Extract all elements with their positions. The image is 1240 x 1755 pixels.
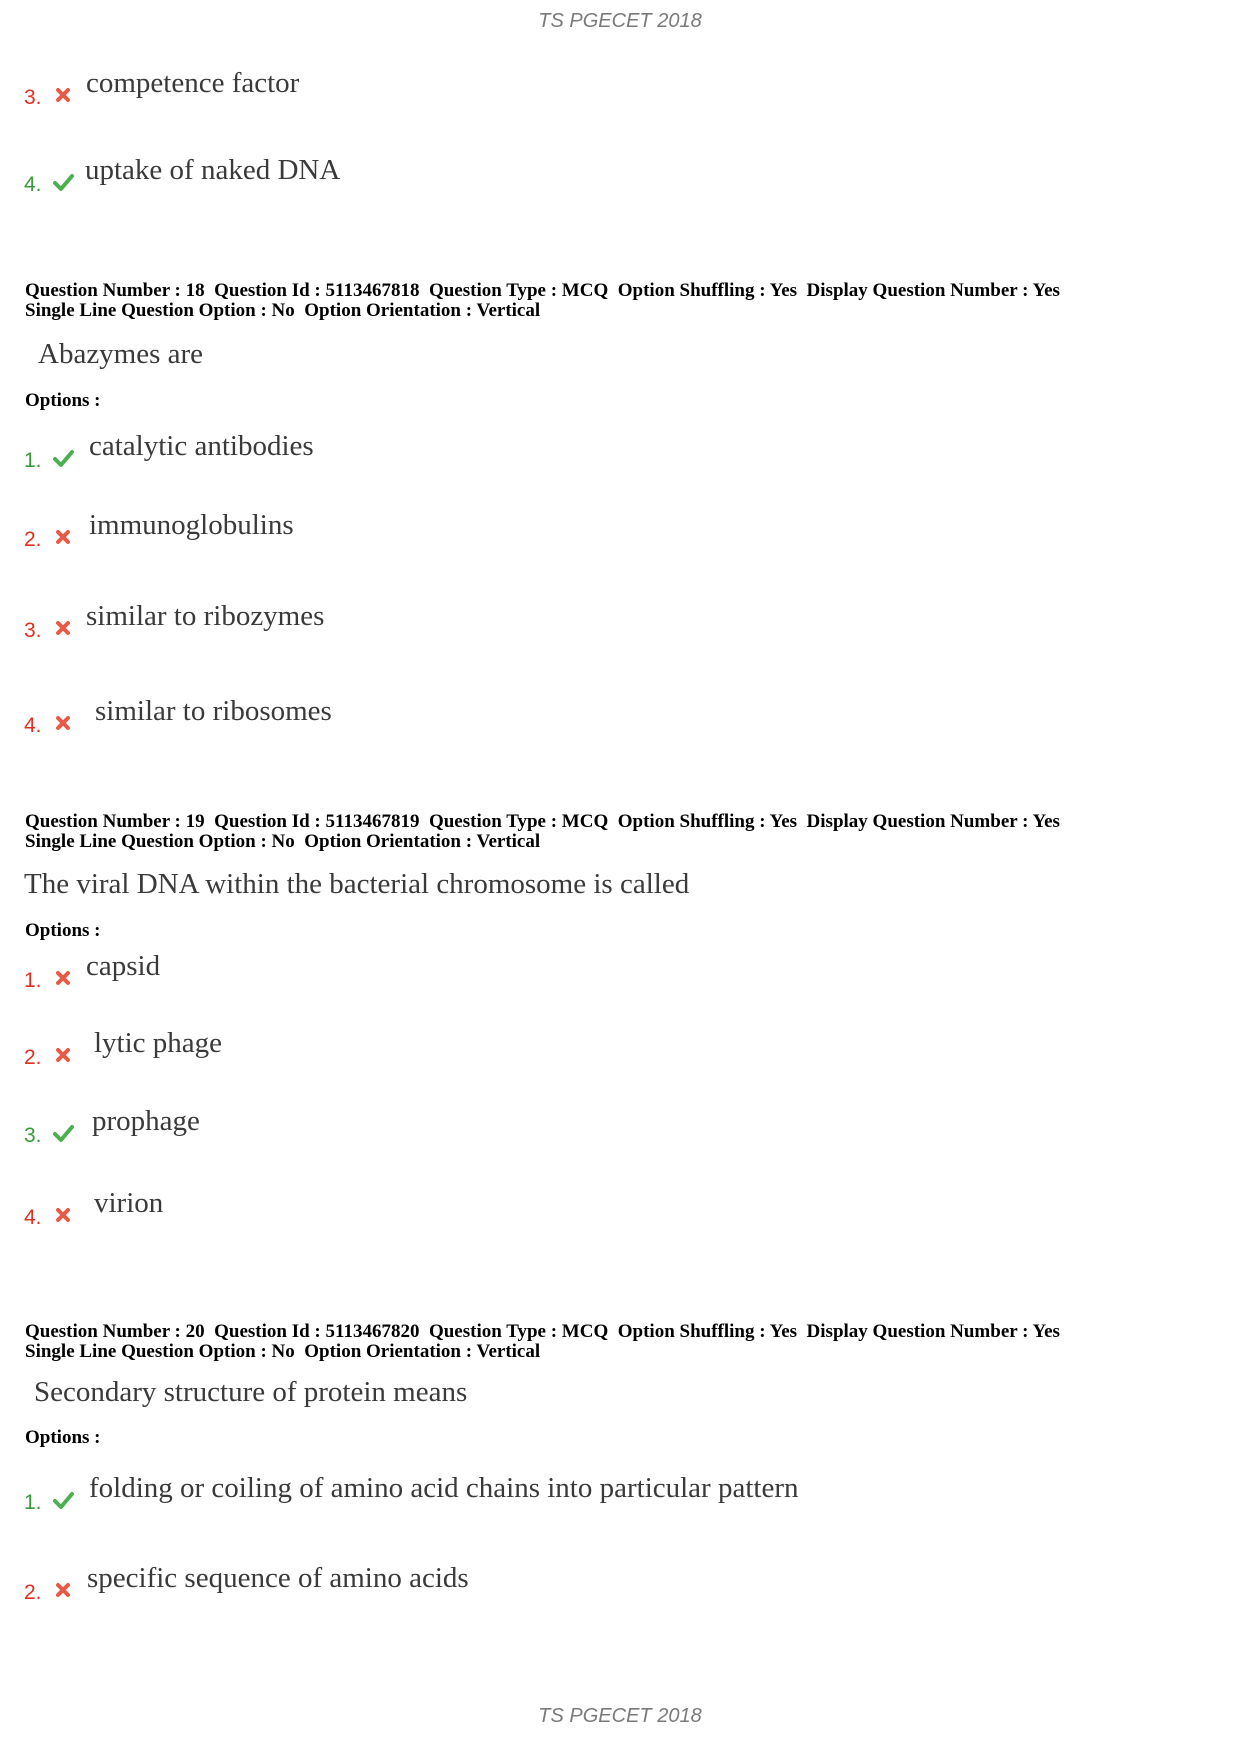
question-text-20: Secondary structure of protein means [34, 1376, 468, 1408]
question-meta-line1: Question Number : 18 Question Id : 5113467818 Question Type : MCQ Option Shuffling : Yes Display Question Number : Yes [25, 280, 1060, 301]
option-number: 4. [24, 714, 42, 737]
check-icon [52, 1122, 74, 1144]
cross-icon [52, 617, 74, 639]
question-meta-18 [25, 281, 1225, 321]
cross-icon [52, 967, 74, 989]
option-number: 2. [24, 1046, 42, 1069]
check-icon [52, 171, 74, 193]
option-text: folding or coiling of amino acid chains into particular pattern [89, 1472, 799, 1504]
option-text: competence factor [86, 67, 300, 99]
options-label: Options : [25, 920, 101, 941]
question-meta-19 [25, 812, 1225, 852]
cross-icon [52, 1579, 74, 1601]
check-icon [52, 1489, 74, 1511]
page-header: TS PGECET 2018 [538, 10, 702, 32]
question-meta-line2: Single Line Question Option : No Option Orientation : Vertical [25, 300, 541, 321]
question-meta-20 [25, 1322, 1225, 1362]
cross-icon [52, 84, 74, 106]
check-icon [52, 447, 74, 469]
option-text: similar to ribosomes [95, 695, 332, 727]
options-label: Options : [25, 1427, 101, 1448]
question-meta-line1: Question Number : 19 Question Id : 5113467819 Question Type : MCQ Option Shuffling : Yes Display Question Number : Yes [25, 811, 1060, 832]
cross-icon [52, 712, 74, 734]
option-number: 1. [24, 1491, 42, 1514]
option-number: 3. [24, 86, 42, 109]
question-text-19: The viral DNA within the bacterial chromosome is called [24, 868, 690, 900]
option-text: specific sequence of amino acids [87, 1562, 469, 1594]
option-number: 1. [24, 449, 42, 472]
option-text: uptake of naked DNA [85, 154, 341, 186]
option-text: prophage [92, 1105, 200, 1137]
cross-icon [52, 1044, 74, 1066]
cross-icon [52, 1204, 74, 1226]
question-meta-line1: Question Number : 20 Question Id : 5113467820 Question Type : MCQ Option Shuffling : Yes Display Question Number : Yes [25, 1321, 1060, 1342]
option-text: similar to ribozymes [86, 600, 325, 632]
question-text-18: Abazymes are [38, 338, 204, 370]
question-meta-line2: Single Line Question Option : No Option Orientation : Vertical [25, 1341, 541, 1362]
option-number: 1. [24, 969, 42, 992]
question-meta-line2: Single Line Question Option : No Option Orientation : Vertical [25, 831, 541, 852]
page-footer: TS PGECET 2018 [538, 1705, 702, 1727]
options-label: Options : [25, 390, 101, 411]
cross-icon [52, 526, 74, 548]
option-number: 3. [24, 1124, 42, 1147]
option-text: virion [94, 1187, 164, 1219]
option-text: capsid [86, 950, 161, 982]
option-number: 4. [24, 173, 42, 196]
option-number: 2. [24, 528, 42, 551]
option-number: 3. [24, 619, 42, 642]
option-text: catalytic antibodies [89, 430, 314, 462]
option-text: lytic phage [94, 1027, 223, 1059]
option-number: 4. [24, 1206, 42, 1229]
option-number: 2. [24, 1581, 42, 1604]
option-text: immunoglobulins [89, 509, 294, 541]
